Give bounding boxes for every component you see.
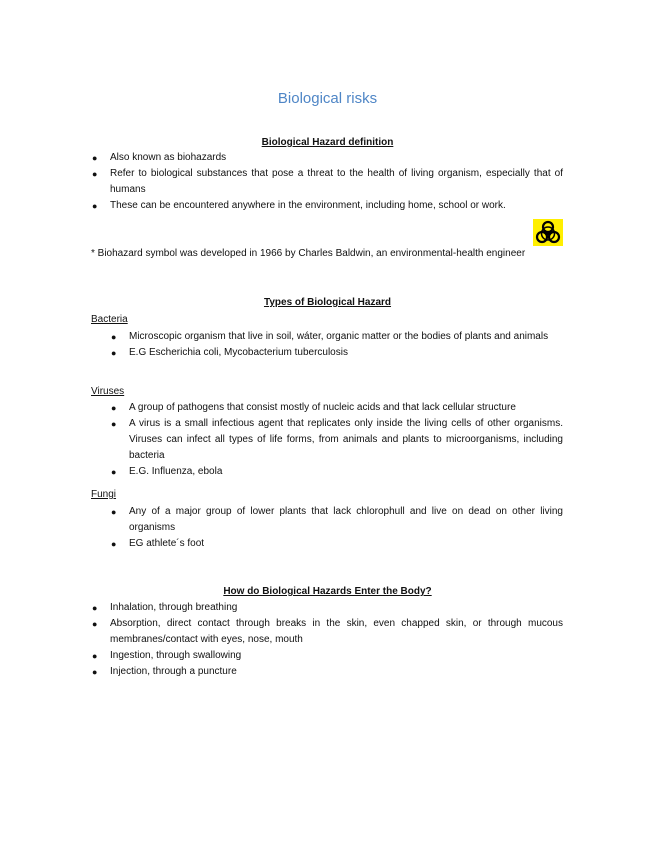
bullet-icon: ● [92, 201, 98, 211]
footnote: * Biohazard symbol was developed in 1966 by Charles Baldwin, an environmental-health engineer [91, 248, 526, 259]
list-item: ● E.G. Influenza, ebola [129, 464, 563, 480]
bullet-icon: ● [111, 403, 117, 413]
list-item: ● Absorption, direct contact through breaks in the skin, even chapped skin, or through mucous membranes/contact with eyes, nose, mouth [92, 618, 563, 645]
bullet-icon: ● [111, 539, 117, 549]
bacteria-label: Bacteria [91, 314, 128, 325]
page-title: Biological risks [277, 90, 378, 107]
list-item: ● Refer to biological substances that pose a threat to the health of living organism, especially that of humans [92, 168, 563, 195]
fungi-list [111, 504, 563, 552]
bacteria-list [111, 329, 563, 361]
list-item: ● Inhalation, through breathing [110, 600, 563, 616]
list-item: ● A group of pathogens that consist mostly of nucleic acids and that lack cellular structure [129, 400, 563, 416]
viruses-list [111, 400, 563, 480]
list-item: ● Microscopic organism that live in soil, wáter, organic matter or the bodies of plants and animals [129, 329, 563, 345]
list-item: ● These can be encountered anywhere in the environment, including home, school or work. [110, 198, 563, 214]
list-item: ● A virus is a small infectious agent that replicates only inside the living cells of other organisms. Viruses can infect all types of life forms, from animals and plants to microorganisms, including bacteria [111, 418, 563, 461]
entry-list [92, 600, 563, 680]
definition-list [92, 150, 563, 214]
viruses-label: Viruses [91, 386, 125, 397]
types-heading: Types of Biological Hazard [263, 297, 392, 308]
entry-heading: How do Biological Hazards Enter the Body? [223, 586, 432, 597]
bullet-icon: ● [111, 348, 117, 358]
bullet-icon: ● [92, 667, 98, 677]
bullet-icon: ● [92, 603, 98, 613]
list-item: ● EG athlete´s foot [129, 536, 563, 552]
list-item: ● E.G Escherichia coli, Mycobacterium tuberculosis [129, 345, 563, 361]
bullet-icon: ● [111, 467, 117, 477]
bullet-icon: ● [92, 169, 98, 179]
fungi-label: Fungi [91, 489, 117, 500]
biohazard-icon [533, 219, 563, 246]
list-item: ● Also known as biohazards [110, 150, 563, 166]
definition-heading: Biological Hazard definition [261, 137, 394, 148]
list-item: ● Any of a major group of lower plants that lack chlorophull and live on dead on other living organisms [111, 506, 563, 533]
bullet-icon: ● [111, 507, 117, 517]
list-item: ● Ingestion, through swallowing [110, 648, 563, 664]
bullet-icon: ● [92, 619, 98, 629]
bullet-icon: ● [111, 419, 117, 429]
list-item: ● Injection, through a puncture [110, 664, 563, 680]
bullet-icon: ● [111, 332, 117, 342]
bullet-icon: ● [92, 651, 98, 661]
bullet-icon: ● [92, 153, 98, 163]
